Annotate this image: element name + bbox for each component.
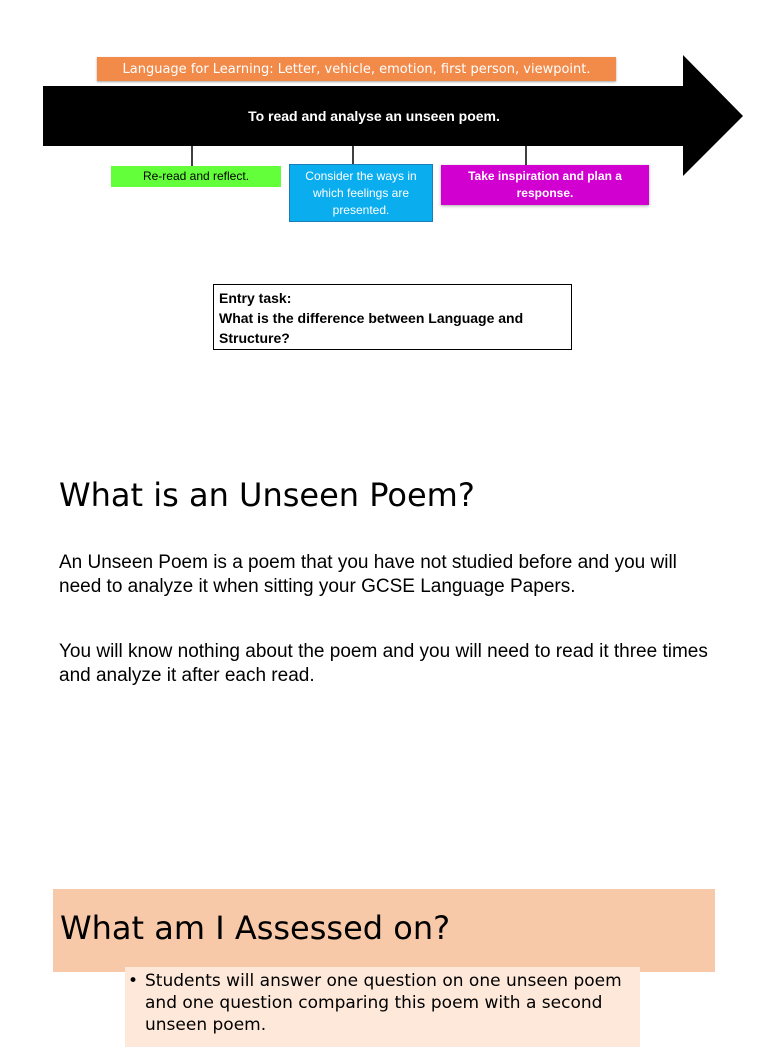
assessment-heading: What am I Assessed on?: [60, 909, 451, 947]
assessment-bullet-item: • Students will answer one question on one unseen poem and one question comparing this poem with a second unseen poem.: [128, 970, 628, 1036]
entry-task-title: Entry task:: [219, 290, 292, 306]
unseen-poem-heading: What is an Unseen Poem?: [59, 476, 475, 514]
entry-task-box: [213, 284, 572, 350]
language-for-learning-banner: Language for Learning: Letter, vehicle, emotion, first person, viewpoint.: [97, 57, 616, 81]
step-plan-response: Take inspiration and plan a response.: [441, 165, 649, 205]
assessment-bullets: [128, 970, 628, 1036]
step-consider-feelings: Consider the ways in which feelings are presented.: [289, 164, 433, 222]
entry-task-question: What is the difference between Language and Structure?: [219, 310, 524, 346]
unseen-paragraph-2: You will know nothing about the poem and you will need to read it three times and analyze it after each read.: [59, 641, 708, 686]
unseen-paragraph-1: An Unseen Poem is a poem that you have not studied before and you will need to analyze it when sitting your GCSE Language Papers.: [59, 552, 677, 597]
step-reread: Re-read and reflect.: [111, 166, 281, 187]
lesson-objective: To read and analyse an unseen poem.: [248, 108, 500, 124]
